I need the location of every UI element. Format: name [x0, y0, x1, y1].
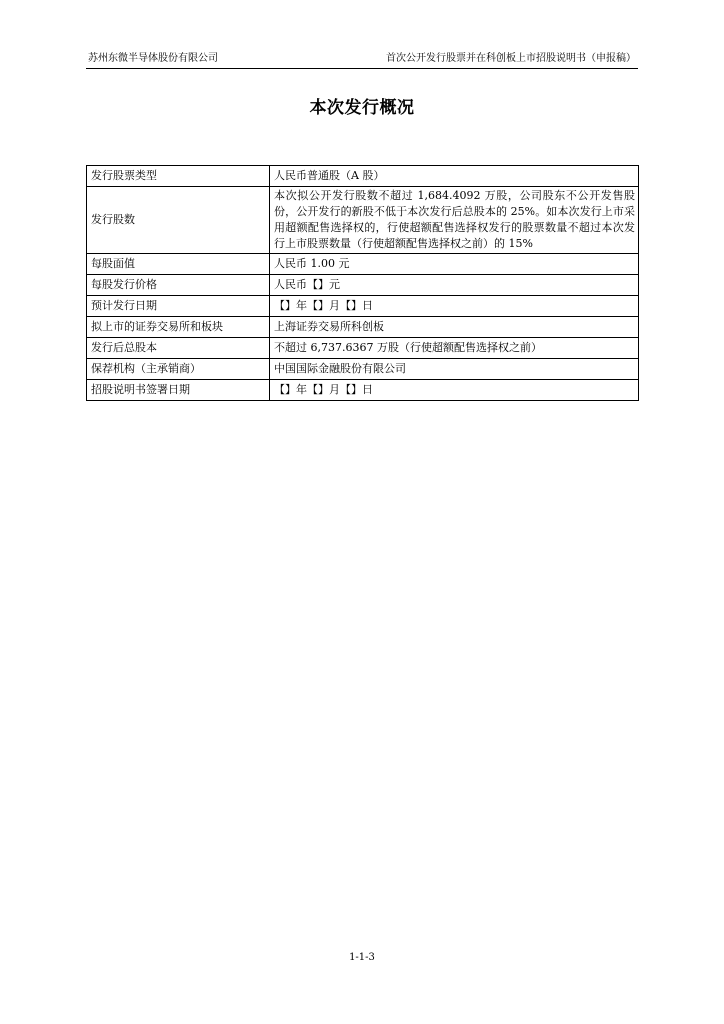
row-value: 人民币【】元: [270, 275, 639, 296]
row-label: 招股说明书签署日期: [87, 380, 270, 401]
page-title: 本次发行概况: [309, 98, 415, 118]
table-row: [87, 187, 639, 254]
table-row: [87, 275, 639, 296]
row-label: 发行股票类型: [87, 166, 270, 187]
row-value: 不超过 6,737.6367 万股（行使超额配售选择权之前）: [270, 338, 639, 359]
row-value: 【】年【】月【】日: [270, 296, 639, 317]
row-value: 人民币 1.00 元: [270, 254, 639, 275]
table-row: [87, 254, 639, 275]
row-label: 每股发行价格: [87, 275, 270, 296]
row-label: 发行后总股本: [87, 338, 270, 359]
table-row: [87, 296, 639, 317]
row-label: 保荐机构（主承销商）: [87, 359, 270, 380]
row-value: 本次拟公开发行股数不超过 1,684.4092 万股，公司股东不公开发售股份，公开发行的新股不低于本次发行后总股本的 25%。如本次发行上市采用超额配售选择权的，行使超额配售选择权发行的股票数量不超过本次发行上市股票数量（行使超额配售选择权之前）的 15%: [270, 187, 639, 254]
row-label: 预计发行日期: [87, 296, 270, 317]
offering-overview-table: [86, 165, 639, 401]
row-value: 上海证券交易所科创板: [270, 317, 639, 338]
table-row: [87, 338, 639, 359]
row-label: 拟上市的证券交易所和板块: [87, 317, 270, 338]
table-row: [87, 380, 639, 401]
page-header: [86, 52, 638, 69]
row-label: 每股面值: [87, 254, 270, 275]
row-value: 人民币普通股（A 股）: [270, 166, 639, 187]
table-row: [87, 359, 639, 380]
page-number: 1-1-3: [349, 952, 375, 963]
row-label: 发行股数: [87, 187, 270, 254]
row-value: 中国国际金融股份有限公司: [270, 359, 639, 380]
header-document-title: 首次公开发行股票并在科创板上市招股说明书（申报稿）: [386, 53, 636, 64]
table-row: [87, 317, 639, 338]
header-company-name: 苏州东微半导体股份有限公司: [88, 53, 218, 64]
table-row: [87, 166, 639, 187]
row-value: 【】年【】月【】日: [270, 380, 639, 401]
